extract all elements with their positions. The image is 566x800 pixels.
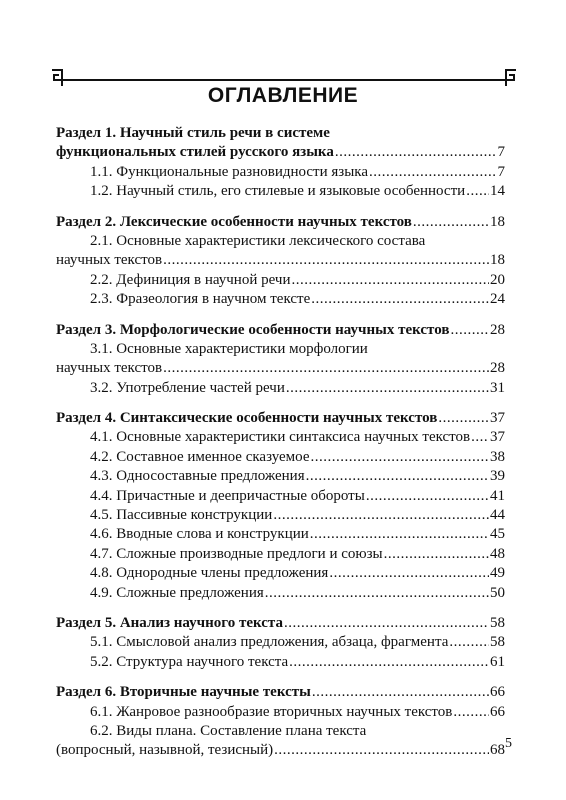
toc-entry-text: 2.2. Дефиниция в научной речи (90, 271, 291, 288)
toc-entry-6-2-cont[interactable] (56, 741, 505, 760)
toc-entry-text: 6.1. Жанровое разнообразие вторичных научных текстов (90, 703, 453, 720)
toc-page-number: 20 (490, 271, 505, 288)
toc-page-number: 37 (490, 410, 505, 427)
dot-leader (471, 428, 489, 447)
toc-page-number: 14 (490, 183, 505, 200)
toc-entry-4-2[interactable] (56, 448, 505, 467)
dot-leader (306, 467, 489, 486)
dot-leader (286, 379, 489, 398)
toc-page-number: 18 (490, 252, 505, 269)
toc-page-number: 24 (490, 291, 505, 308)
page-title: ОГЛАВЛЕНИЕ (207, 84, 359, 107)
dot-leader (311, 290, 489, 309)
toc-page-number: 31 (490, 379, 505, 396)
toc-entry-text: функциональных стилей русского языка (56, 144, 334, 161)
toc-entry-text: 1.2. Научный стиль, его стилевые и языковые особенности (90, 183, 466, 200)
toc-entry-4-4[interactable] (56, 487, 505, 506)
toc-entry-text: 4.8. Однородные члены предложения (90, 565, 329, 582)
dot-leader (366, 487, 489, 506)
toc-entry-6-1[interactable] (56, 703, 505, 722)
toc-entry-2-3[interactable] (56, 290, 505, 309)
dot-leader (312, 683, 489, 702)
toc-entry-text: 4.1. Основные характеристики синтаксиса научных текстов (90, 429, 471, 446)
toc-page-number: 44 (490, 507, 505, 524)
toc-entry-4-1[interactable] (56, 428, 505, 447)
toc-entry-text: Раздел 3. Морфологические особенности научных текстов (56, 321, 450, 338)
toc-entry-text: 4.7. Сложные производные предлоги и союзы (90, 545, 383, 562)
table-of-contents (56, 124, 505, 761)
toc-entry-text: Раздел 6. Вторичные научные тексты (56, 684, 311, 701)
dot-leader (329, 564, 489, 583)
toc-entry-5-1[interactable] (56, 633, 505, 652)
toc-entry-4-9[interactable] (56, 584, 505, 603)
toc-entry-text: (вопросный, назывной, тезисный) (56, 742, 274, 759)
toc-entry-text: 3.1. Основные характеристики морфологии (90, 340, 368, 357)
dot-leader (311, 448, 490, 467)
toc-entry-4-7[interactable] (56, 545, 505, 564)
dot-leader (310, 525, 489, 544)
toc-page-number: 61 (490, 653, 505, 670)
toc-entry-text: 6.2. Виды плана. Составление плана текста (90, 722, 367, 739)
toc-entry-5-2[interactable] (56, 653, 505, 672)
toc-entry-text: 4.5. Пассивные конструкции (90, 507, 273, 524)
toc-page-number: 66 (490, 703, 505, 720)
toc-entry-text: 5.2. Структура научного текста (90, 653, 289, 670)
section-6-heading[interactable] (56, 683, 505, 702)
toc-page-number: 18 (490, 213, 505, 230)
toc-entry-4-6[interactable] (56, 525, 505, 544)
toc-entry-text: 4.9. Сложные предложения (90, 584, 264, 601)
toc-page-number: 39 (490, 468, 505, 485)
toc-page-number: 58 (490, 614, 505, 631)
section-1-heading-cont[interactable] (56, 143, 505, 162)
toc-page-number: 7 (497, 163, 505, 180)
section-4-heading[interactable] (56, 409, 505, 428)
toc-entry-text: научных текстов (56, 252, 163, 269)
dot-leader (335, 143, 497, 162)
toc-page-number: 38 (490, 448, 505, 465)
toc-page-number: 7 (497, 144, 505, 161)
section-5-heading[interactable] (56, 614, 505, 633)
toc-entry-2-1-cont[interactable] (56, 251, 505, 270)
toc-page-number: 49 (490, 565, 505, 582)
toc-entry-3-1[interactable] (56, 340, 505, 359)
toc-page-number: 66 (490, 684, 505, 701)
section-2-heading[interactable] (56, 213, 505, 232)
dot-leader (265, 584, 489, 603)
toc-entry-text: 2.1. Основные характеристики лексического состава (90, 232, 426, 249)
dot-leader (163, 251, 489, 270)
toc-page-number: 28 (490, 360, 505, 377)
dot-leader (384, 545, 489, 564)
dot-leader (413, 213, 489, 232)
toc-entry-text: 1.1. Функциональные разновидности языка (90, 163, 368, 180)
toc-entry-4-5[interactable] (56, 506, 505, 525)
toc-page-number: 58 (490, 634, 505, 651)
toc-page-number: 28 (490, 321, 505, 338)
toc-entry-text: 4.2. Составное именное сказуемое (90, 448, 310, 465)
toc-page-number: 48 (490, 545, 505, 562)
dot-leader (450, 321, 489, 340)
toc-entry-3-1-cont[interactable] (56, 359, 505, 378)
toc-entry-text: 4.4. Причастные и деепричастные обороты (90, 487, 365, 504)
toc-entry-text: 3.2. Употребление частей речи (90, 379, 285, 396)
section-3-heading[interactable] (56, 321, 505, 340)
toc-page-number: 68 (490, 742, 505, 759)
toc-entry-text: Раздел 1. Научный стиль речи в системе (56, 125, 330, 141)
toc-page-number: 41 (490, 487, 505, 504)
dot-leader (163, 359, 489, 378)
dot-leader (369, 163, 497, 182)
toc-entry-1-1[interactable] (56, 163, 505, 182)
section-1-heading[interactable] (56, 124, 505, 143)
toc-page-number: 45 (490, 526, 505, 543)
toc-entry-text: 4.3. Односоставные предложения (90, 468, 305, 485)
toc-entry-3-2[interactable] (56, 379, 505, 398)
toc-entry-2-2[interactable] (56, 271, 505, 290)
dot-leader (291, 271, 489, 290)
dot-leader (466, 182, 489, 201)
dot-leader (273, 506, 489, 525)
toc-entry-1-2[interactable] (56, 182, 505, 201)
dot-leader (274, 741, 489, 760)
toc-page-number: 37 (490, 429, 505, 446)
dot-leader (453, 703, 489, 722)
toc-entry-text: 2.3. Фразеология в научном тексте (90, 291, 311, 308)
toc-entry-4-3[interactable] (56, 467, 505, 486)
page-number: 5 (505, 736, 512, 751)
toc-entry-6-2[interactable] (56, 722, 505, 741)
dot-leader (284, 614, 489, 633)
toc-entry-4-8[interactable] (56, 564, 505, 583)
toc-entry-2-1[interactable] (56, 232, 505, 251)
toc-entry-text: Раздел 4. Синтаксические особенности научных текстов (56, 410, 438, 427)
dot-leader (438, 409, 489, 428)
toc-entry-text: Раздел 5. Анализ научного текста (56, 614, 283, 631)
dot-leader (449, 633, 489, 652)
dot-leader (289, 653, 489, 672)
toc-page-number: 50 (490, 584, 505, 601)
toc-entry-text: Раздел 2. Лексические особенности научных текстов (56, 213, 412, 230)
toc-entry-text: 4.6. Вводные слова и конструкции (90, 526, 309, 543)
toc-entry-text: 5.1. Смысловой анализ предложения, абзаца, фрагмента (90, 634, 449, 651)
toc-entry-text: научных текстов (56, 360, 163, 377)
